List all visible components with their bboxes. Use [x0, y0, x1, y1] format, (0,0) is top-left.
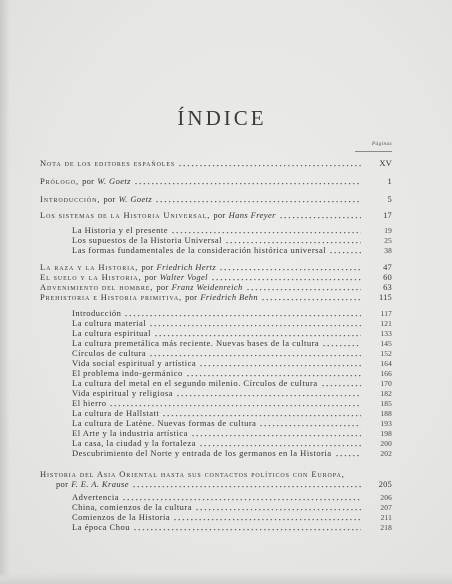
entry-page: 47 [383, 262, 392, 272]
entry-by: por [185, 292, 198, 302]
dot-leader [109, 398, 361, 408]
toc-subentry [40, 318, 392, 328]
subentry-title: La época Chou [72, 522, 130, 532]
pages-column-heading: Páginas [371, 141, 392, 147]
dot-leader [149, 318, 361, 328]
dot-leader [199, 358, 361, 368]
toc-subentry [40, 428, 392, 438]
dot-leader [211, 272, 361, 282]
scan-edge-left [0, 0, 10, 584]
subentry-page: 38 [384, 246, 392, 255]
subentry-title: La cultura espiritual [72, 328, 151, 338]
subentry-title: La cultura de Latène. Nuevas formas de cultura [72, 418, 257, 428]
entry-author: Friedrich Behn [200, 292, 259, 302]
subentry-title: Comienzos de la Historia [72, 512, 171, 522]
dot-leader [124, 308, 361, 318]
entry-title: Nota de los editores españoles [40, 158, 176, 168]
toc-subentry [40, 492, 392, 502]
subentry-page: 19 [384, 226, 392, 235]
entry-page: 1 [387, 176, 392, 186]
subentry-title: Los supuestos de la Historia Universal [72, 235, 223, 245]
dot-leader [155, 194, 361, 204]
entry-by: por [156, 282, 169, 292]
subentry-title: El hierro [72, 398, 107, 408]
subentry-page: 211 [380, 513, 392, 522]
subentry-page: 200 [380, 439, 392, 448]
subentry-page: 152 [380, 349, 392, 358]
subentry-title: La cultura del metal en el segundo milenio. Círculos de cultura [72, 378, 318, 388]
subentry-page: 25 [384, 236, 392, 245]
subentry-title: Círculos de cultura [72, 348, 147, 358]
entry-page: 63 [383, 282, 392, 292]
entry-title: La raza y la Historia, [40, 262, 139, 272]
subentry-page: 145 [380, 339, 392, 348]
table-of-contents [40, 158, 392, 532]
subentry-title: La cultura premetálica más reciente. Nuevas bases de la cultura [72, 338, 320, 348]
dot-leader [259, 418, 361, 428]
dot-leader [199, 438, 361, 448]
dot-leader [173, 512, 361, 522]
dot-leader [279, 210, 361, 220]
subentry-page: 202 [380, 449, 392, 458]
toc-entry [40, 479, 392, 489]
toc-entry [40, 292, 392, 302]
entry-author: W. Goetz [97, 176, 131, 186]
dot-leader [176, 388, 361, 398]
subentry-page: 133 [380, 329, 392, 338]
toc-entry [40, 272, 392, 282]
subentry-title: La casa, la ciudad y la fortaleza [72, 438, 196, 448]
entry-title: Advenimiento del hombre, [40, 282, 154, 292]
dot-leader [191, 428, 361, 438]
entry-author: Walter Vogel [159, 272, 208, 282]
entry-title: Prólogo, [40, 176, 80, 186]
toc-subentry [40, 348, 392, 358]
subentry-title: La cultura de Hallstatt [72, 408, 160, 418]
subentry-page: 206 [380, 493, 392, 502]
dot-leader [261, 292, 361, 302]
entry-title: Historia del Asia Oriental hasta sus contactos políticos con Europa, [40, 469, 345, 479]
dot-leader [329, 245, 361, 255]
subentry-page: 117 [380, 309, 392, 318]
toc-subentry [40, 308, 392, 318]
dot-leader [321, 378, 361, 388]
toc-subentry [40, 388, 392, 398]
dot-leader [132, 479, 361, 489]
entry-page: 60 [383, 272, 392, 282]
toc-subentry [40, 378, 392, 388]
subentry-title: La cultura material [72, 318, 147, 328]
toc-subentry [40, 522, 392, 532]
subentry-title: Advertencia [72, 492, 120, 502]
entry-page: 5 [387, 194, 392, 204]
toc-entry [40, 262, 392, 272]
subentry-page: 198 [380, 429, 392, 438]
entry-author: Friedrich Hertz [156, 262, 217, 272]
entry-author: Franz Weidenreich [171, 282, 243, 292]
subentry-page: 182 [380, 389, 392, 398]
dot-leader [178, 158, 361, 168]
toc-subentry [40, 512, 392, 522]
entry-page: XV [379, 158, 392, 168]
subentry-page: 207 [380, 503, 392, 512]
dot-leader [122, 492, 361, 502]
dot-leader [149, 348, 361, 358]
entry-title: El suelo y la Historia, [40, 272, 142, 282]
toc-subentry [40, 368, 392, 378]
dot-leader [162, 408, 361, 418]
entry-by: por [213, 210, 226, 220]
dot-leader [133, 522, 361, 532]
toc-subentry [40, 438, 392, 448]
entry-by: por [82, 176, 95, 186]
toc-subentry [40, 328, 392, 338]
toc-subentry [40, 338, 392, 348]
entry-title: Los sistemas de la Historia Universal, [40, 210, 211, 220]
entry-by: por [103, 194, 116, 204]
dot-leader [171, 225, 361, 235]
subentry-title: Vida social espiritual y artística [72, 358, 197, 368]
subentry-page: 170 [380, 379, 392, 388]
toc-entry [40, 210, 392, 220]
entry-author: W. Goetz [118, 194, 153, 204]
entry-author: F. E. A. Krause [71, 479, 129, 489]
subentry-title: Vida espiritual y religiosa [72, 388, 174, 398]
toc-entry [40, 158, 392, 168]
subentry-title: El Arte y la industria artística [72, 428, 188, 438]
entry-by: por [141, 262, 154, 272]
dot-leader [322, 338, 361, 348]
subentry-page: 185 [380, 399, 392, 408]
toc-subentry [40, 235, 392, 245]
entry-by: por [144, 272, 157, 282]
dot-leader [186, 368, 361, 378]
subentry-page: 166 [380, 369, 392, 378]
subentry-page: 218 [380, 523, 392, 532]
subentry-page: 164 [380, 359, 392, 368]
toc-subentry [40, 398, 392, 408]
entry-title: Introducción, [40, 194, 101, 204]
toc-subentry [40, 418, 392, 428]
toc-entry [40, 176, 392, 186]
entry-page: 17 [383, 210, 392, 220]
toc-subentry [40, 245, 392, 255]
entry-author: Hans Freyer [228, 210, 276, 220]
toc-entry-title-line [40, 469, 392, 479]
dot-leader [246, 282, 361, 292]
toc-entry [40, 194, 392, 204]
dot-leader [134, 176, 361, 186]
toc-entry [40, 282, 392, 292]
dot-leader [219, 262, 361, 272]
subentry-title: China, comienzos de la cultura [72, 502, 193, 512]
dot-leader [225, 235, 361, 245]
toc-subentry [40, 502, 392, 512]
subentry-title: Las formas fundamentales de la consideración histórica universal [72, 245, 327, 255]
subentry-page: 193 [380, 419, 392, 428]
toc-subentry [40, 225, 392, 235]
entry-by: por [56, 479, 69, 489]
subentry-page: 121 [380, 319, 392, 328]
entry-page: 115 [378, 292, 392, 302]
subentry-page: 188 [380, 409, 392, 418]
subentry-title: La Historia y el presente [72, 225, 169, 235]
pages-heading-rule [355, 151, 392, 152]
entry-page: 205 [378, 479, 392, 489]
subentry-title: Introducción [72, 308, 122, 318]
toc-subentry [40, 358, 392, 368]
toc-subentry [40, 448, 392, 458]
dot-leader [335, 448, 361, 458]
entry-title: Prehistoria e Historia primitiva, [40, 292, 183, 302]
dot-leader [195, 502, 361, 512]
subentry-title: El problema indo-germánico [72, 368, 183, 378]
subentry-title: Descubrimiento del Norte y entrada de los germanos en la Historia [72, 448, 332, 458]
toc-subentry [40, 408, 392, 418]
page-title: ÍNDICE [177, 106, 267, 130]
scan-edge-bottom [0, 572, 452, 584]
dot-leader [154, 328, 361, 338]
